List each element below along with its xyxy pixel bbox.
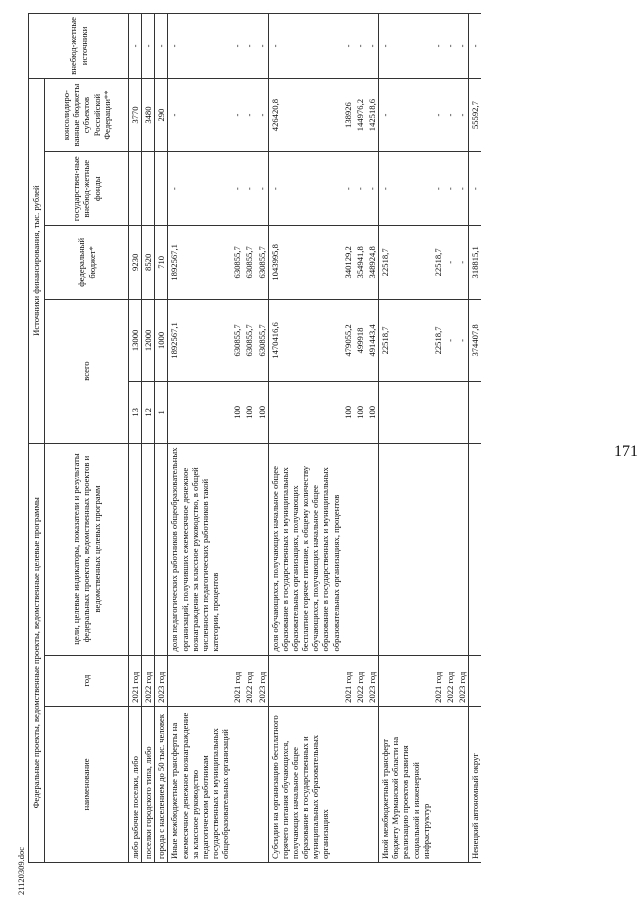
- row-indicator: [268, 382, 341, 443]
- row-goal: [155, 443, 168, 655]
- row-offbudget: -: [155, 14, 168, 79]
- row-consolidated: 138926: [342, 78, 354, 152]
- row-federal: 630855,7: [256, 226, 269, 300]
- row-goal: [256, 443, 269, 655]
- row-state-funds: -: [354, 152, 366, 226]
- row-name: либо рабочие поселки, либо: [129, 706, 142, 862]
- row-goal: [366, 443, 379, 655]
- row-total: 22518,7: [432, 299, 444, 382]
- row-name: Ненецкий автономный округ: [469, 706, 482, 862]
- row-indicator: 1: [155, 382, 168, 443]
- row-offbudget: -: [366, 14, 379, 79]
- row-indicator: 100: [256, 382, 269, 443]
- row-year: 2022 год: [444, 655, 456, 706]
- table-row: [256, 14, 269, 863]
- row-goal: [342, 443, 354, 655]
- row-total: 374407,8: [469, 299, 482, 382]
- row-federal: 22518,7: [379, 226, 432, 300]
- table-row: [168, 14, 231, 863]
- row-year: 2022 год: [142, 655, 155, 706]
- table-row: [469, 14, 482, 863]
- row-consolidated: 3480: [142, 78, 155, 152]
- header-goals: цели, целевые индикаторы, показатели и результаты федеральных проектов, ведомственных проектов и ведомственных целевых программ: [45, 443, 129, 655]
- row-indicator: 13: [129, 382, 142, 443]
- row-name: [444, 706, 456, 862]
- row-federal: 340129,2: [342, 226, 354, 300]
- row-federal: 318815,1: [469, 226, 482, 300]
- row-indicator: 100: [366, 382, 379, 443]
- row-total: 499918: [354, 299, 366, 382]
- row-state-funds: [155, 152, 168, 226]
- row-year: 2021 год: [231, 655, 243, 706]
- row-year: 2023 год: [366, 655, 379, 706]
- row-total: 630855,7: [256, 299, 269, 382]
- row-goal: доля обучающихся, получающих начальное общее образование в государственных и муниципальных образовательных организациях, получающих бесплатное горячее питание, к общему количеству обучающихся, получающих начальное общее образование в государственных и муниципальных образовательных организациях, процентов: [268, 443, 341, 655]
- row-name: [456, 706, 469, 862]
- row-year: 2023 год: [256, 655, 269, 706]
- row-state-funds: -: [432, 152, 444, 226]
- row-indicator: [379, 382, 432, 443]
- row-state-funds: -: [231, 152, 243, 226]
- row-offbudget: -: [243, 14, 255, 79]
- row-year: 2021 год: [432, 655, 444, 706]
- row-year: 2023 год: [155, 655, 168, 706]
- row-offbudget: -: [379, 14, 432, 79]
- row-offbudget: -: [444, 14, 456, 79]
- row-total: 479055,2: [342, 299, 354, 382]
- row-goal: [444, 443, 456, 655]
- table-body: [129, 14, 482, 863]
- row-year: [268, 655, 341, 706]
- row-consolidated: 142518,6: [366, 78, 379, 152]
- row-indicator: 12: [142, 382, 155, 443]
- table-row: [354, 14, 366, 863]
- table-row: [456, 14, 469, 863]
- row-name: поселки городского типа, либо: [142, 706, 155, 862]
- row-total: 630855,7: [243, 299, 255, 382]
- header-offbudget: внебюд-жетные источники: [29, 14, 129, 79]
- row-state-funds: -: [379, 152, 432, 226]
- row-consolidated: -: [243, 78, 255, 152]
- row-name: [432, 706, 444, 862]
- row-goal: [456, 443, 469, 655]
- row-year: [379, 655, 432, 706]
- row-consolidated: 55592,7: [469, 78, 482, 152]
- header-name: наименование: [45, 706, 129, 862]
- row-total: -: [444, 299, 456, 382]
- row-name: [342, 706, 354, 862]
- row-federal: 9230: [129, 226, 142, 300]
- row-consolidated: -: [444, 78, 456, 152]
- header-sources: Источники финансирования, тыс. рублей: [29, 78, 45, 443]
- document-code: 21120309.doc: [16, 846, 26, 895]
- row-offbudget: -: [231, 14, 243, 79]
- table-row: [342, 14, 354, 863]
- table-row: [129, 14, 142, 863]
- row-total: 491443,4: [366, 299, 379, 382]
- header-programs: Федеральные проекты, ведомственные проекты, ведомственные целевые программы: [29, 443, 45, 862]
- row-name: Иной межбюджетный трансферт бюджету Мурманской области на реализацию проектов развития социальной и инженерной инфраструктур: [379, 706, 432, 862]
- table-row: [432, 14, 444, 863]
- row-goal: [231, 443, 243, 655]
- row-total: -: [456, 299, 469, 382]
- row-federal: 1043995,8: [268, 226, 341, 300]
- row-state-funds: [129, 152, 142, 226]
- row-offbudget: -: [432, 14, 444, 79]
- row-total: 1470416,6: [268, 299, 341, 382]
- row-goal: [432, 443, 444, 655]
- row-indicator: [444, 382, 456, 443]
- row-federal: 8520: [142, 226, 155, 300]
- row-offbudget: -: [456, 14, 469, 79]
- row-total: 12000: [142, 299, 155, 382]
- row-name: города с населением до 50 тыс. человек: [155, 706, 168, 862]
- row-year: [168, 655, 231, 706]
- table-row: [444, 14, 456, 863]
- row-indicator: [432, 382, 444, 443]
- row-indicator: 100: [354, 382, 366, 443]
- row-total: 630855,7: [231, 299, 243, 382]
- row-total: 1892567,1: [168, 299, 231, 382]
- row-consolidated: -: [168, 78, 231, 152]
- row-federal: 710: [155, 226, 168, 300]
- row-offbudget: -: [469, 14, 482, 79]
- row-state-funds: [142, 152, 155, 226]
- row-consolidated: 3770: [129, 78, 142, 152]
- row-federal: -: [444, 226, 456, 300]
- row-federal: 348924,8: [366, 226, 379, 300]
- row-name: Субсидии на организацию бесплатного горячего питания обучающихся, получающих начальное общее образование в государственных и муниципальных образовательных организациях: [268, 706, 341, 862]
- row-name: [354, 706, 366, 862]
- row-goal: [379, 443, 432, 655]
- row-consolidated: 426420,8: [268, 78, 341, 152]
- row-goal: [142, 443, 155, 655]
- row-goal: доля педагогических работников общеобразовательных организаций, получивших ежемесячное денежное вознаграждение за классное руководство, в общей численности педагогических работников такой категории, процентов: [168, 443, 231, 655]
- page-number: 171: [614, 443, 638, 461]
- row-federal: -: [456, 226, 469, 300]
- page-number-wrap: [614, 0, 638, 905]
- row-state-funds: -: [469, 152, 482, 226]
- row-year: [469, 655, 482, 706]
- row-consolidated: 290: [155, 78, 168, 152]
- row-year: 2021 год: [342, 655, 354, 706]
- table-row: [142, 14, 155, 863]
- row-offbudget: -: [256, 14, 269, 79]
- row-state-funds: -: [168, 152, 231, 226]
- row-indicator: [456, 382, 469, 443]
- row-goal: [129, 443, 142, 655]
- row-indicator: 100: [243, 382, 255, 443]
- row-indicator: [168, 382, 231, 443]
- row-consolidated: -: [432, 78, 444, 152]
- row-indicator: 100: [342, 382, 354, 443]
- row-total: 13000: [129, 299, 142, 382]
- row-offbudget: -: [268, 14, 341, 79]
- row-state-funds: -: [243, 152, 255, 226]
- row-offbudget: -: [142, 14, 155, 79]
- row-name: Иные межбюджетные трансферты на ежемесячное денежное вознаграждение за классное руководство педагогическим работникам государственных и муниципальных общеобразовательных организаций: [168, 706, 231, 862]
- row-consolidated: -: [379, 78, 432, 152]
- row-offbudget: -: [129, 14, 142, 79]
- row-consolidated: -: [256, 78, 269, 152]
- row-name: [231, 706, 243, 862]
- table-row: [231, 14, 243, 863]
- header-total: всего: [45, 299, 129, 443]
- row-offbudget: -: [342, 14, 354, 79]
- row-total: 22518,7: [379, 299, 432, 382]
- row-state-funds: -: [444, 152, 456, 226]
- row-name: [256, 706, 269, 862]
- row-year: 2022 год: [243, 655, 255, 706]
- row-indicator: 100: [231, 382, 243, 443]
- row-consolidated: -: [231, 78, 243, 152]
- financing-table: [28, 13, 481, 863]
- row-state-funds: -: [456, 152, 469, 226]
- row-federal: 354941,8: [354, 226, 366, 300]
- row-federal: 630855,7: [243, 226, 255, 300]
- table-row: [155, 14, 168, 863]
- row-name: [243, 706, 255, 862]
- row-consolidated: 144976,2: [354, 78, 366, 152]
- row-state-funds: -: [342, 152, 354, 226]
- row-year: 2023 год: [456, 655, 469, 706]
- row-state-funds: -: [366, 152, 379, 226]
- row-name: [366, 706, 379, 862]
- row-goal: [354, 443, 366, 655]
- table-row: [379, 14, 432, 863]
- row-state-funds: -: [256, 152, 269, 226]
- row-year: 2022 год: [354, 655, 366, 706]
- table-row: [243, 14, 255, 863]
- header-state-funds: государствен-ные внебюд-жетные фонды: [45, 152, 129, 226]
- row-state-funds: -: [268, 152, 341, 226]
- row-federal: 22518,7: [432, 226, 444, 300]
- header-consolidated: консолидиро-ванные бюджеты субъектов Российской Федерации**: [45, 78, 129, 152]
- row-year: 2021 год: [129, 655, 142, 706]
- row-federal: 630855,7: [231, 226, 243, 300]
- row-indicator: [469, 382, 482, 443]
- table-row: [268, 14, 341, 863]
- row-federal: 1892567,1: [168, 226, 231, 300]
- header-year: год: [45, 655, 129, 706]
- row-goal: [469, 443, 482, 655]
- row-goal: [243, 443, 255, 655]
- row-offbudget: -: [168, 14, 231, 79]
- row-consolidated: -: [456, 78, 469, 152]
- row-total: 1000: [155, 299, 168, 382]
- header-federal: федеральный бюджет*: [45, 226, 129, 300]
- table-row: [366, 14, 379, 863]
- row-offbudget: -: [354, 14, 366, 79]
